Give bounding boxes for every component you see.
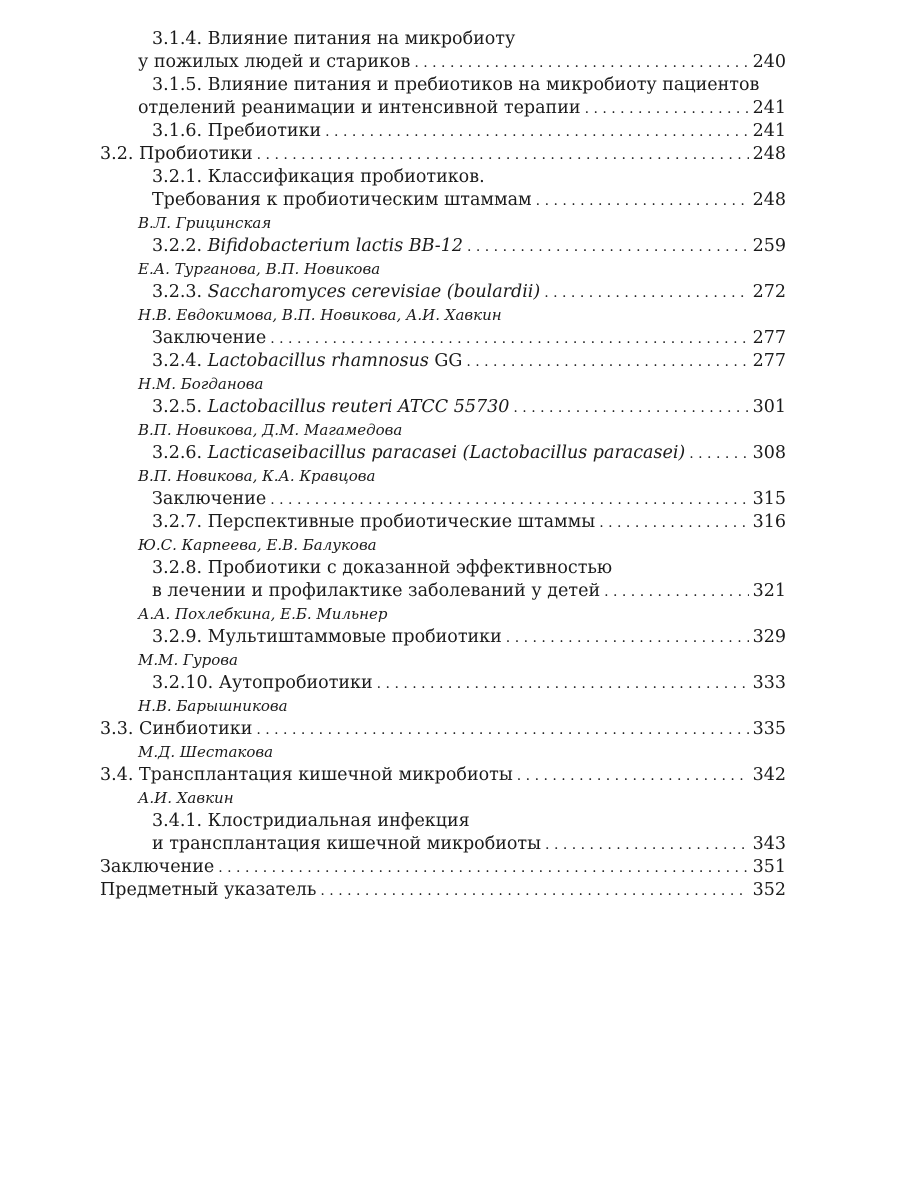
dot-leader (256, 719, 748, 742)
dot-leader (544, 282, 748, 305)
dot-leader (517, 765, 749, 788)
toc-entry-text: у пожилых людей и стариков (138, 52, 411, 72)
toc-page-number: 308 (752, 443, 786, 463)
toc-entry-text: Заключение (100, 857, 215, 877)
toc-entry-text: Требования к пробиотическим штаммам (152, 190, 532, 210)
toc-entry-heading-line (100, 28, 786, 51)
toc-author: В.П. Новикова, Д.М. Магамедова (138, 421, 403, 439)
toc-entry-text: Предметный указатель (100, 880, 317, 900)
toc-page-number: 329 (752, 627, 786, 647)
toc-entry[interactable] (100, 718, 786, 741)
dot-leader (270, 489, 748, 512)
toc-page-number: 240 (752, 52, 786, 72)
toc-entry-title (152, 442, 685, 465)
toc-entry[interactable] (100, 442, 786, 465)
toc-entry[interactable] (100, 350, 786, 373)
toc-entry-title (100, 764, 513, 787)
toc-entry-text: и трансплантация кишечной микробиоты (152, 834, 542, 854)
toc-entry-title (152, 810, 470, 833)
toc-page-number: 259 (752, 236, 786, 256)
toc-entry-heading-line (100, 74, 786, 97)
dot-leader (377, 673, 749, 696)
toc-entry-title (100, 143, 253, 166)
toc-entry-text: Bifidobacterium lactis BB-12 (207, 236, 463, 256)
toc-entry-text: 3.4.1. Клостридиальная инфекция (152, 811, 470, 831)
toc-entry[interactable] (100, 327, 786, 350)
toc-entry-title (152, 235, 463, 258)
toc-entry[interactable] (100, 281, 786, 304)
toc-entry-title (152, 120, 321, 143)
toc-entry-title (152, 511, 595, 534)
toc-page-number: 277 (752, 351, 786, 371)
toc-author: А.А. Похлебкина, Е.Б. Мильнер (138, 605, 388, 623)
toc-entry-title (100, 856, 214, 879)
dot-leader (689, 443, 748, 466)
toc-entry[interactable] (100, 856, 786, 879)
toc-author: Е.А. Турганова, В.П. Новикова (138, 260, 381, 278)
toc-entry[interactable] (100, 396, 786, 419)
toc-entry-title (152, 557, 612, 580)
toc-author: А.И. Хавкин (138, 789, 234, 807)
toc-entry-title (152, 833, 541, 856)
dot-leader (604, 581, 748, 604)
toc-page-number: 248 (752, 144, 786, 164)
toc-page-number: 277 (752, 328, 786, 348)
dot-leader (506, 627, 749, 650)
toc-author: Н.В. Евдокимова, В.П. Новикова, А.И. Хавкин (138, 306, 502, 324)
dot-leader (545, 834, 749, 857)
dot-leader (585, 98, 749, 121)
toc-entry-title (152, 327, 266, 350)
toc-entry-text: 3.1.4. Влияние питания на микробиоту (152, 29, 516, 49)
toc-entry[interactable] (100, 626, 786, 649)
toc-entry[interactable] (100, 143, 786, 166)
dot-leader (536, 190, 749, 213)
toc-entry-text: отделений реанимации и интенсивной терапии (138, 98, 581, 118)
toc-entry-heading-line (100, 810, 786, 833)
toc-entry-text: 3.2. Пробиотики (100, 144, 253, 164)
toc-page-number: 248 (752, 190, 786, 210)
toc-entry-title (152, 488, 266, 511)
toc-entry-number: 3.2.4. (152, 351, 208, 371)
toc-entry-title (152, 166, 485, 189)
toc-entry-title (152, 281, 540, 304)
toc-entry-text: 3.1.6. Пребиотики (152, 121, 322, 141)
toc-entry-text: в лечении и профилактике заболеваний у детей (152, 581, 601, 601)
toc-page-number: 343 (752, 834, 786, 854)
toc-entry-text: 3.4. Трансплантация кишечной микробиоты (100, 765, 513, 785)
dot-leader (466, 351, 748, 374)
toc-entry-number: 3.2.5. (152, 397, 208, 417)
toc-entry-text: 3.1.5. Влияние питания и пребиотиков на микробиоту пациентов (152, 75, 760, 95)
toc-entry-title (138, 51, 410, 74)
toc-entry-title (152, 350, 462, 373)
toc-page-number: 316 (752, 512, 786, 532)
toc-entry[interactable] (100, 672, 786, 695)
toc-entry-text: 3.2.10. Аутопробиотики (152, 673, 373, 693)
toc-page-number: 272 (752, 282, 786, 302)
toc-page-number: 351 (752, 857, 786, 877)
toc-entry[interactable] (100, 51, 786, 74)
toc-entry[interactable] (100, 879, 786, 902)
toc-entry-title (152, 396, 509, 419)
toc-author: В.Л. Грицинская (138, 214, 272, 232)
toc-entry-title (152, 189, 532, 212)
toc-author: Ю.С. Карпеева, Е.В. Балукова (138, 536, 377, 554)
toc-entry[interactable] (100, 764, 786, 787)
toc-entry-number: 3.2.6. (152, 443, 208, 463)
dot-leader (257, 144, 749, 167)
dot-leader (513, 397, 748, 420)
toc-entry-title (138, 97, 581, 120)
toc-page-number: 342 (752, 765, 786, 785)
toc-entry-title (152, 28, 515, 51)
table-of-contents (100, 28, 786, 902)
toc-entry-number: 3.2.3. (152, 282, 208, 302)
toc-entry-text: 3.2.9. Мультиштаммовые пробиотики (152, 627, 502, 647)
toc-page-number: 301 (752, 397, 786, 417)
dot-leader (467, 236, 749, 259)
toc-page-number: 321 (752, 581, 786, 601)
toc-entry-text: 3.3. Синбиотики (100, 719, 253, 739)
toc-entry-heading-line (100, 557, 786, 580)
dot-leader (270, 328, 748, 351)
toc-entry-title (152, 74, 759, 97)
toc-page-number: 241 (752, 98, 786, 118)
toc-entry-text: 3.2.7. Перспективные пробиотические штаммы (152, 512, 596, 532)
toc-entry[interactable] (100, 189, 786, 212)
toc-author: Н.В. Барышникова (138, 697, 288, 715)
dot-leader (599, 512, 748, 535)
toc-entry[interactable] (100, 580, 786, 603)
toc-entry-title (100, 718, 252, 741)
toc-entry-title (100, 879, 316, 902)
dot-leader (320, 880, 748, 903)
toc-entry-number: 3.2.2. (152, 236, 208, 256)
toc-author: В.П. Новикова, К.А. Кравцова (138, 467, 376, 485)
toc-page-number: 335 (752, 719, 786, 739)
toc-page-number: 315 (752, 489, 786, 509)
toc-entry-suffix: GG (428, 351, 463, 371)
dot-leader (325, 121, 748, 144)
toc-entry-text: Saccharomyces cerevisiae (boulardii) (207, 282, 541, 302)
toc-entry[interactable] (100, 120, 786, 143)
toc-entry-title (152, 672, 373, 695)
dot-leader (218, 857, 748, 880)
toc-author: М.М. Гурова (138, 651, 238, 669)
toc-entry-text: Lactobacillus reuteri ATCC 55730 (207, 397, 510, 417)
toc-entry[interactable] (100, 488, 786, 511)
toc-entry-title (152, 580, 600, 603)
toc-entry[interactable] (100, 833, 786, 856)
toc-author: Н.М. Богданова (138, 375, 264, 393)
toc-entry-text: Заключение (152, 328, 267, 348)
toc-entry[interactable] (100, 511, 786, 534)
toc-entry[interactable] (100, 97, 786, 120)
toc-entry-text: 3.2.8. Пробиотики с доказанной эффективностью (152, 558, 613, 578)
toc-entry-text: Lacticaseibacillus paracasei (Lactobacillus paracasei) (207, 443, 686, 463)
toc-page-number: 333 (752, 673, 786, 693)
toc-entry-text: Lactobacillus rhamnosus (207, 351, 429, 371)
toc-entry-text: 3.2.1. Классификация пробиотиков. (152, 167, 485, 187)
toc-entry-text: Заключение (152, 489, 267, 509)
dot-leader (414, 52, 748, 75)
toc-page-number: 352 (752, 880, 786, 900)
toc-author: М.Д. Шестакова (138, 743, 274, 761)
toc-entry-title (152, 626, 502, 649)
toc-entry-heading-line (100, 166, 786, 189)
toc-entry[interactable] (100, 235, 786, 258)
toc-page-number: 241 (752, 121, 786, 141)
